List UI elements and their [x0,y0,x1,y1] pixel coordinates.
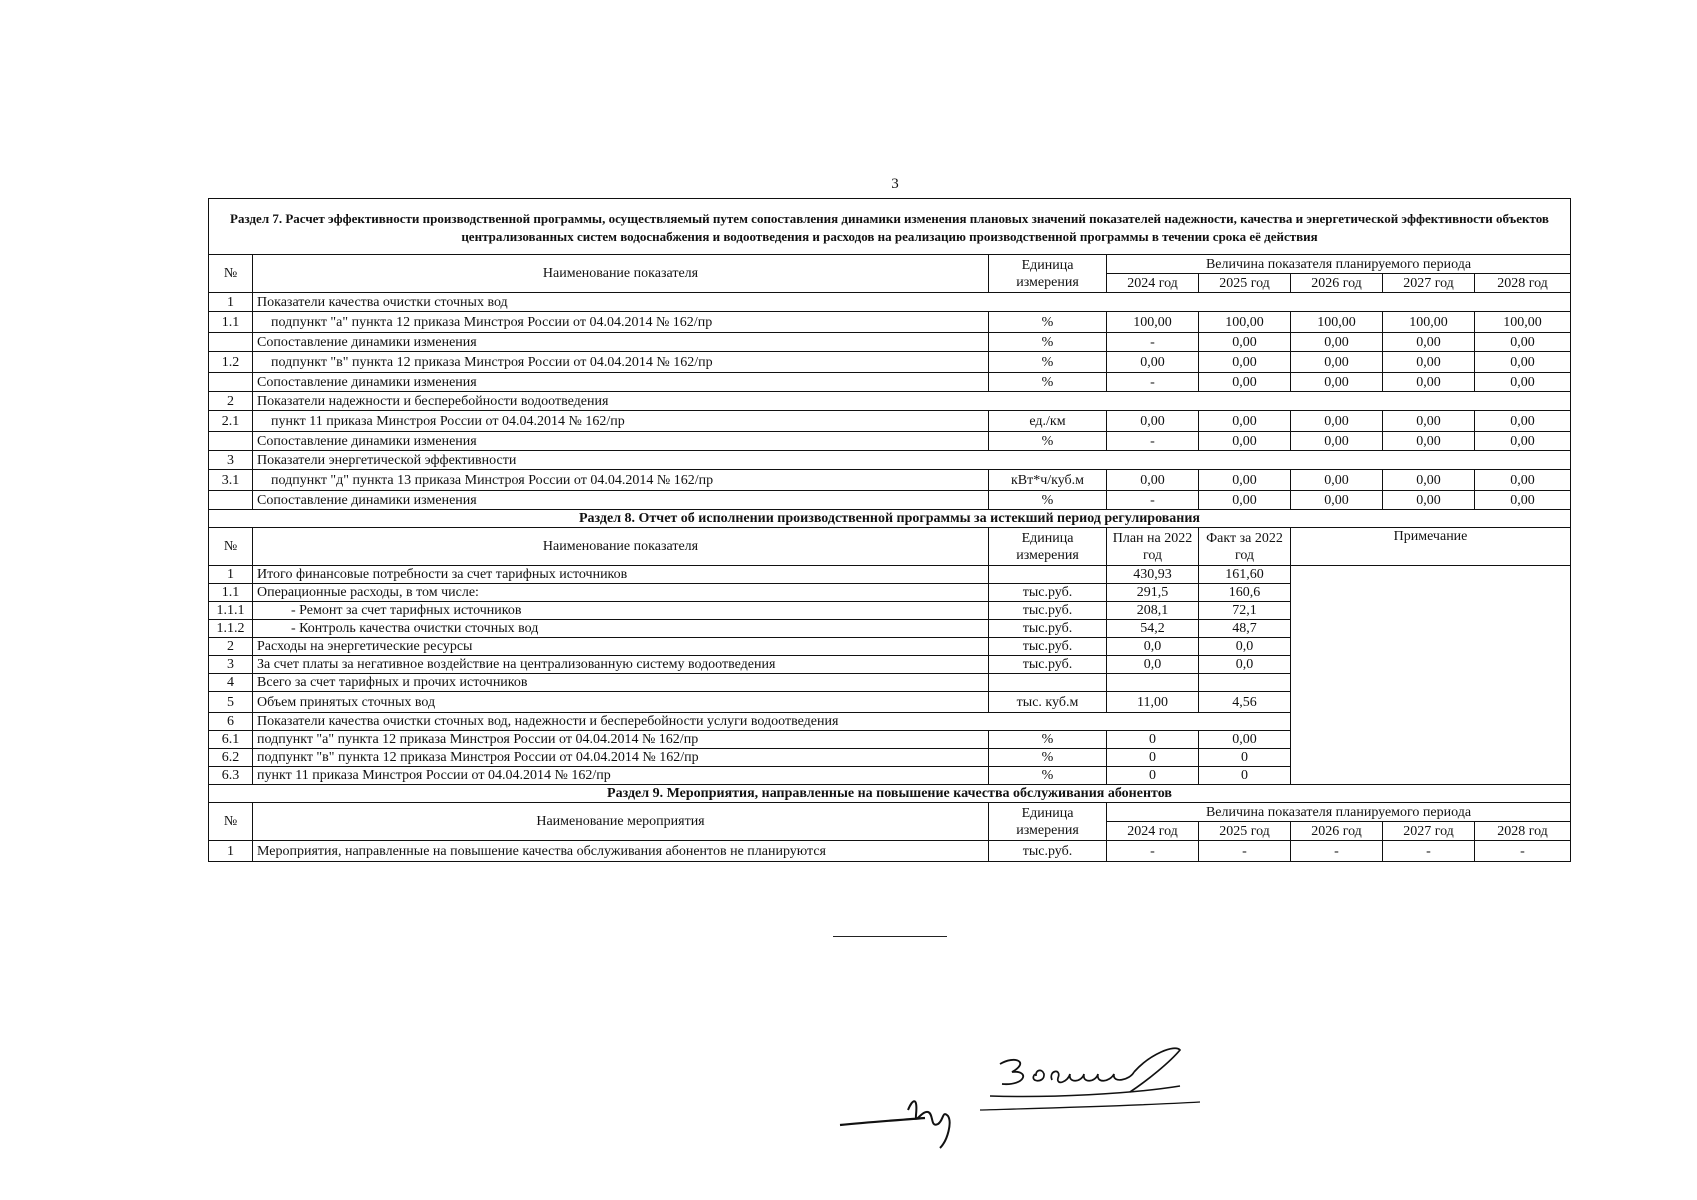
row-no: 2 [209,638,253,656]
row-value: - [1107,841,1199,862]
row-unit: % [989,767,1107,785]
row-name: Расходы на энергетические ресурсы [253,638,989,656]
row-value: 0,00 [1199,352,1291,373]
row-name: подпункт "а" пункта 12 приказа Минстроя России от 04.04.2014 № 162/пр [253,312,989,333]
row-no: 2 [209,392,253,411]
row-fact: 48,7 [1199,620,1291,638]
row-name: Операционные расходы, в том числе: [253,584,989,602]
row-fact: 0,0 [1199,638,1291,656]
table-row [209,293,1571,312]
page-number: 3 [891,176,899,192]
header-unit: Единица измерения [989,803,1107,841]
row-no: 1.1.1 [209,602,253,620]
row-plan: 0,0 [1107,638,1199,656]
header-year: 2027 год [1383,822,1475,841]
row-unit: % [989,333,1107,352]
table-row [209,566,1571,584]
row-unit: тыс. куб.м [989,692,1107,713]
table-row [209,491,1571,510]
row-unit: % [989,731,1107,749]
row-value: - [1107,373,1199,392]
row-unit: тыс.руб. [989,656,1107,674]
header-year: 2024 год [1107,822,1199,841]
row-value: 0,00 [1199,333,1291,352]
row-value: 0,00 [1291,491,1383,510]
row-unit: тыс.руб. [989,602,1107,620]
row-fact: 4,56 [1199,692,1291,713]
row-unit: % [989,432,1107,451]
header-plan: План на 2022 год [1107,528,1199,566]
row-plan: 54,2 [1107,620,1199,638]
row-unit: ед./км [989,411,1107,432]
table-row [209,785,1571,803]
row-no [209,491,253,510]
row-name: Сопоставление динамики изменения [253,491,989,510]
row-name: подпункт "а" пункта 12 приказа Минстроя России от 04.04.2014 № 162/пр [253,731,989,749]
row-value: 0,00 [1199,373,1291,392]
header-unit: Единица измерения [989,528,1107,566]
row-unit: тыс.руб. [989,620,1107,638]
header-name: Наименование показателя [253,528,989,566]
row-no: 1.1.2 [209,620,253,638]
row-plan: 430,93 [1107,566,1199,584]
header-note: Примечание [1291,528,1571,566]
section-title: Раздел 8. Отчет об исполнении производственной программы за истекший период регулирования [209,510,1571,528]
header-unit: Единица измерения [989,255,1107,293]
table-row [209,510,1571,528]
header-year: 2024 год [1107,274,1199,293]
signature-image [830,1040,1330,1160]
row-value: 0,00 [1199,432,1291,451]
row-value: - [1107,432,1199,451]
row-value: 0,00 [1291,470,1383,491]
row-fact: 72,1 [1199,602,1291,620]
row-group-name: Показатели надежности и бесперебойности водоотведения [253,392,1571,411]
row-name: - Ремонт за счет тарифных источников [253,602,989,620]
row-fact: 0,00 [1199,731,1291,749]
row-no: 6.3 [209,767,253,785]
row-value: 0,00 [1107,411,1199,432]
header-fact: Факт за 2022 год [1199,528,1291,566]
row-value: 0,00 [1383,470,1475,491]
row-unit: тыс.руб. [989,638,1107,656]
row-value: - [1107,333,1199,352]
header-year: 2028 год [1475,274,1571,293]
row-unit: % [989,312,1107,333]
row-unit: % [989,491,1107,510]
row-unit: тыс.руб. [989,584,1107,602]
row-no: 3 [209,451,253,470]
row-value: 0,00 [1475,352,1571,373]
table-row [209,470,1571,491]
table-row [209,373,1571,392]
row-name: Сопоставление динамики изменения [253,373,989,392]
row-unit: тыс.руб. [989,841,1107,862]
row-value: 0,00 [1475,373,1571,392]
row-name: Итого финансовые потребности за счет тарифных источников [253,566,989,584]
row-name: Мероприятия, направленные на повышение качества обслуживания абонентов не планируются [253,841,989,862]
row-value: 0,00 [1383,411,1475,432]
row-unit: % [989,749,1107,767]
table-row [209,392,1571,411]
row-value: - [1291,841,1383,862]
table-row [209,841,1571,862]
row-value: 100,00 [1383,312,1475,333]
row-plan: 0,0 [1107,656,1199,674]
table-row [209,255,1571,274]
row-plan: 291,5 [1107,584,1199,602]
row-name: За счет платы за негативное воздействие на централизованную систему водоотведения [253,656,989,674]
row-plan: 0 [1107,731,1199,749]
row-no: 1 [209,566,253,584]
table-row [209,451,1571,470]
row-plan [1107,674,1199,692]
row-value: 0,00 [1383,352,1475,373]
row-value: 0,00 [1291,352,1383,373]
header-year: 2026 год [1291,274,1383,293]
row-no: 5 [209,692,253,713]
row-no: 6.2 [209,749,253,767]
row-fact: 0 [1199,749,1291,767]
row-unit [989,674,1107,692]
row-unit: % [989,352,1107,373]
row-no: 6 [209,713,253,731]
table-row [209,432,1571,451]
separator-line [833,936,947,937]
report-table [208,198,1571,862]
row-value: 100,00 [1475,312,1571,333]
row-plan: 11,00 [1107,692,1199,713]
row-no: 1 [209,841,253,862]
row-value: 0,00 [1291,373,1383,392]
row-group-name: Показатели качества очистки сточных вод, надежности и бесперебойности услуги водоотведения [253,713,1291,731]
row-unit: % [989,373,1107,392]
row-fact: 0 [1199,767,1291,785]
row-fact: 160,6 [1199,584,1291,602]
row-value: 0,00 [1383,491,1475,510]
row-value: 0,00 [1199,470,1291,491]
row-value: - [1199,841,1291,862]
row-no: 1 [209,293,253,312]
row-name: подпункт "д" пункта 13 приказа Минстроя России от 04.04.2014 № 162/пр [253,470,989,491]
row-no: 1.2 [209,352,253,373]
header-year: 2025 год [1199,822,1291,841]
row-value: 0,00 [1383,373,1475,392]
row-value: 0,00 [1475,333,1571,352]
header-no: № [209,528,253,566]
row-value: - [1383,841,1475,862]
section-title: Раздел 7. Расчет эффективности производственной программы, осуществляемый путем сопоставления динамики изменения плановых значений показателей надежности, качества и энергетической эффективности объектов централизованных систем водоснабжения и водоотведения и расходов на реализацию производственной программы в течении срока её действия [209,199,1571,255]
row-name: Всего за счет тарифных и прочих источников [253,674,989,692]
header-year: 2026 год [1291,822,1383,841]
row-value: 0,00 [1199,491,1291,510]
row-value: 100,00 [1107,312,1199,333]
row-name: Сопоставление динамики изменения [253,432,989,451]
row-value: 0,00 [1383,333,1475,352]
row-value: 0,00 [1475,432,1571,451]
row-value: - [1107,491,1199,510]
table-row [209,352,1571,373]
row-no: 2.1 [209,411,253,432]
row-no [209,432,253,451]
row-value: 0,00 [1475,411,1571,432]
row-unit: кВт*ч/куб.м [989,470,1107,491]
row-plan: 0 [1107,749,1199,767]
section-title: Раздел 9. Мероприятия, направленные на повышение качества обслуживания абонентов [209,785,1571,803]
row-no [209,373,253,392]
table-row [209,199,1571,255]
row-value: 0,00 [1107,470,1199,491]
row-fact: 0,0 [1199,656,1291,674]
report-sheet [208,198,1570,862]
row-no: 3 [209,656,253,674]
row-value: 0,00 [1291,333,1383,352]
row-name: пункт 11 приказа Минстроя России от 04.04.2014 № 162/пр [253,767,989,785]
row-plan: 208,1 [1107,602,1199,620]
header-year: 2027 год [1383,274,1475,293]
header-no: № [209,803,253,841]
header-year: 2028 год [1475,822,1571,841]
row-group-name: Показатели энергетической эффективности [253,451,1571,470]
row-no: 4 [209,674,253,692]
table-row [209,411,1571,432]
row-name: пункт 11 приказа Минстроя России от 04.04.2014 № 162/пр [253,411,989,432]
row-no: 1.1 [209,584,253,602]
row-value: 0,00 [1199,411,1291,432]
table-row [209,803,1571,822]
row-unit [989,566,1107,584]
row-value: - [1475,841,1571,862]
header-no: № [209,255,253,293]
row-no: 3.1 [209,470,253,491]
row-fact [1199,674,1291,692]
row-no: 1.1 [209,312,253,333]
row-value: 0,00 [1291,432,1383,451]
row-group-name: Показатели качества очистки сточных вод [253,293,1571,312]
row-plan: 0 [1107,767,1199,785]
row-name: Сопоставление динамики изменения [253,333,989,352]
report-table-body [209,199,1571,862]
table-row [209,312,1571,333]
row-name: подпункт "в" пункта 12 приказа Минстроя России от 04.04.2014 № 162/пр [253,749,989,767]
header-name: Наименование мероприятия [253,803,989,841]
table-row [209,528,1571,566]
row-name: Объем принятых сточных вод [253,692,989,713]
row-value: 100,00 [1199,312,1291,333]
row-name: подпункт "в" пункта 12 приказа Минстроя России от 04.04.2014 № 162/пр [253,352,989,373]
row-value: 0,00 [1107,352,1199,373]
header-year: 2025 год [1199,274,1291,293]
row-value: 100,00 [1291,312,1383,333]
row-no: 6.1 [209,731,253,749]
header-value: Величина показателя планируемого периода [1107,803,1571,822]
row-value: 0,00 [1475,470,1571,491]
header-value: Величина показателя планируемого периода [1107,255,1571,274]
row-value: 0,00 [1291,411,1383,432]
row-value: 0,00 [1475,491,1571,510]
row-name: - Контроль качества очистки сточных вод [253,620,989,638]
note-cell [1291,566,1571,785]
row-fact: 161,60 [1199,566,1291,584]
row-no [209,333,253,352]
row-value: 0,00 [1383,432,1475,451]
table-row [209,333,1571,352]
header-name: Наименование показателя [253,255,989,293]
